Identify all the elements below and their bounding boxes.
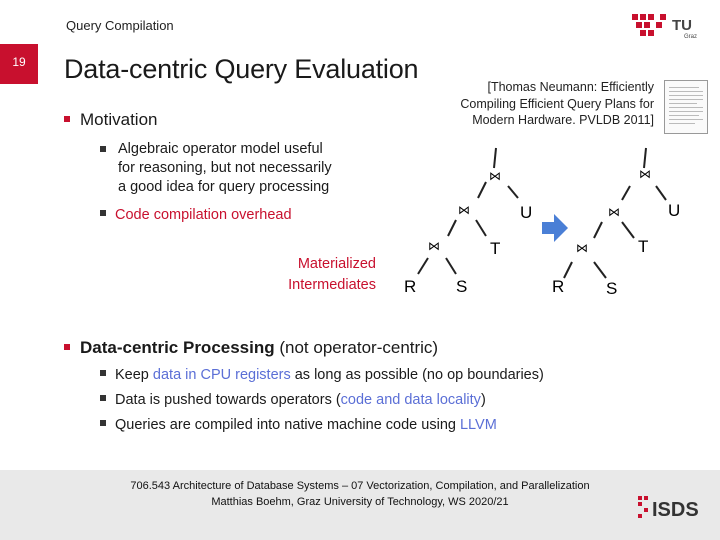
bullet-text: Algebraic operator model useful: [118, 141, 323, 157]
bullet-marker: [100, 395, 106, 401]
bullet-text: for reasoning, but not necessarily: [118, 160, 332, 176]
materialized-intermediates-label: [262, 254, 376, 296]
slide-number: 19: [0, 44, 38, 84]
relation-t: T: [638, 237, 649, 256]
bullet-data-centric: [64, 338, 438, 358]
bullet-text: Motivation: [80, 110, 158, 129]
relation-r: R: [552, 277, 565, 296]
bullet-marker: [64, 116, 70, 122]
section-title: Query Compilation: [66, 18, 174, 33]
relation-u: U: [668, 201, 681, 220]
join-symbol: ⋈: [428, 239, 440, 253]
highlight-text: data in CPU registers: [152, 367, 291, 383]
transform-arrow: [542, 214, 568, 242]
join-symbol: ⋈: [639, 167, 651, 181]
bullet-marker: [64, 344, 70, 350]
bullet-marker: [100, 420, 106, 426]
relation-s: S: [606, 279, 618, 298]
sub-bullet-llvm: Queries are compiled into native machine code using LLVM: [100, 416, 497, 435]
join-symbol: ⋈: [489, 169, 501, 183]
bullet-text: (not operator-centric): [274, 338, 439, 357]
logo-text: TU: [672, 17, 692, 34]
bullet-marker: [100, 370, 106, 376]
reference-line: [Thomas Neumann: Efficiently: [487, 80, 654, 94]
page-title: Data-centric Query Evaluation: [64, 54, 419, 84]
tu-graz-logo: [632, 10, 702, 40]
bullet-motivation: [64, 110, 157, 130]
svg-text:ISDS: ISDS: [652, 499, 699, 521]
bullet-text-bold: Data-centric Processing: [80, 338, 275, 357]
footer-line: Matthias Boehm, Graz University of Technology, WS 2020/21: [211, 496, 509, 508]
join-symbol: ⋈: [608, 205, 620, 219]
relation-u: U: [520, 203, 533, 222]
highlight-text: code and data locality: [340, 392, 481, 408]
sub-bullet-registers: Keep data in CPU registers as long as possible (no op boundaries): [100, 366, 544, 385]
bullet-text: a good idea for query processing: [118, 179, 330, 195]
relation-t: T: [490, 239, 501, 258]
bullet-marker: [100, 210, 106, 216]
relation-r: R: [404, 277, 417, 296]
join-symbol: ⋈: [458, 203, 470, 217]
relation-s: S: [456, 277, 468, 296]
sub-bullet-push: Data is pushed towards operators (code and data locality): [100, 391, 486, 410]
highlight-text: LLVM: [459, 417, 497, 433]
reference-line: Compiling Efficient Query Plans for: [460, 96, 654, 111]
join-symbol: ⋈: [576, 241, 588, 255]
isds-logo: [636, 490, 716, 522]
query-plan-diagram: [390, 140, 690, 300]
label-line: Materialized: [297, 256, 376, 272]
bullet-marker: [100, 146, 106, 152]
bullet-text: Code compilation overhead: [115, 207, 292, 223]
label-line: Intermediates: [288, 277, 376, 293]
sub-bullet-operator-model: [100, 140, 332, 197]
reference-line: Modern Hardware. PVLDB 2011]: [472, 113, 654, 127]
sub-bullet-compilation-overhead: [100, 206, 292, 225]
footer-text: [110, 478, 610, 510]
paper-thumbnail: [664, 80, 708, 134]
reference-citation: [446, 79, 654, 129]
footer-line: 706.543 Architecture of Database Systems – 07 Vectorization, Compilation, and Parallelization: [130, 480, 590, 492]
logo-subtext: Graz: [684, 34, 698, 40]
